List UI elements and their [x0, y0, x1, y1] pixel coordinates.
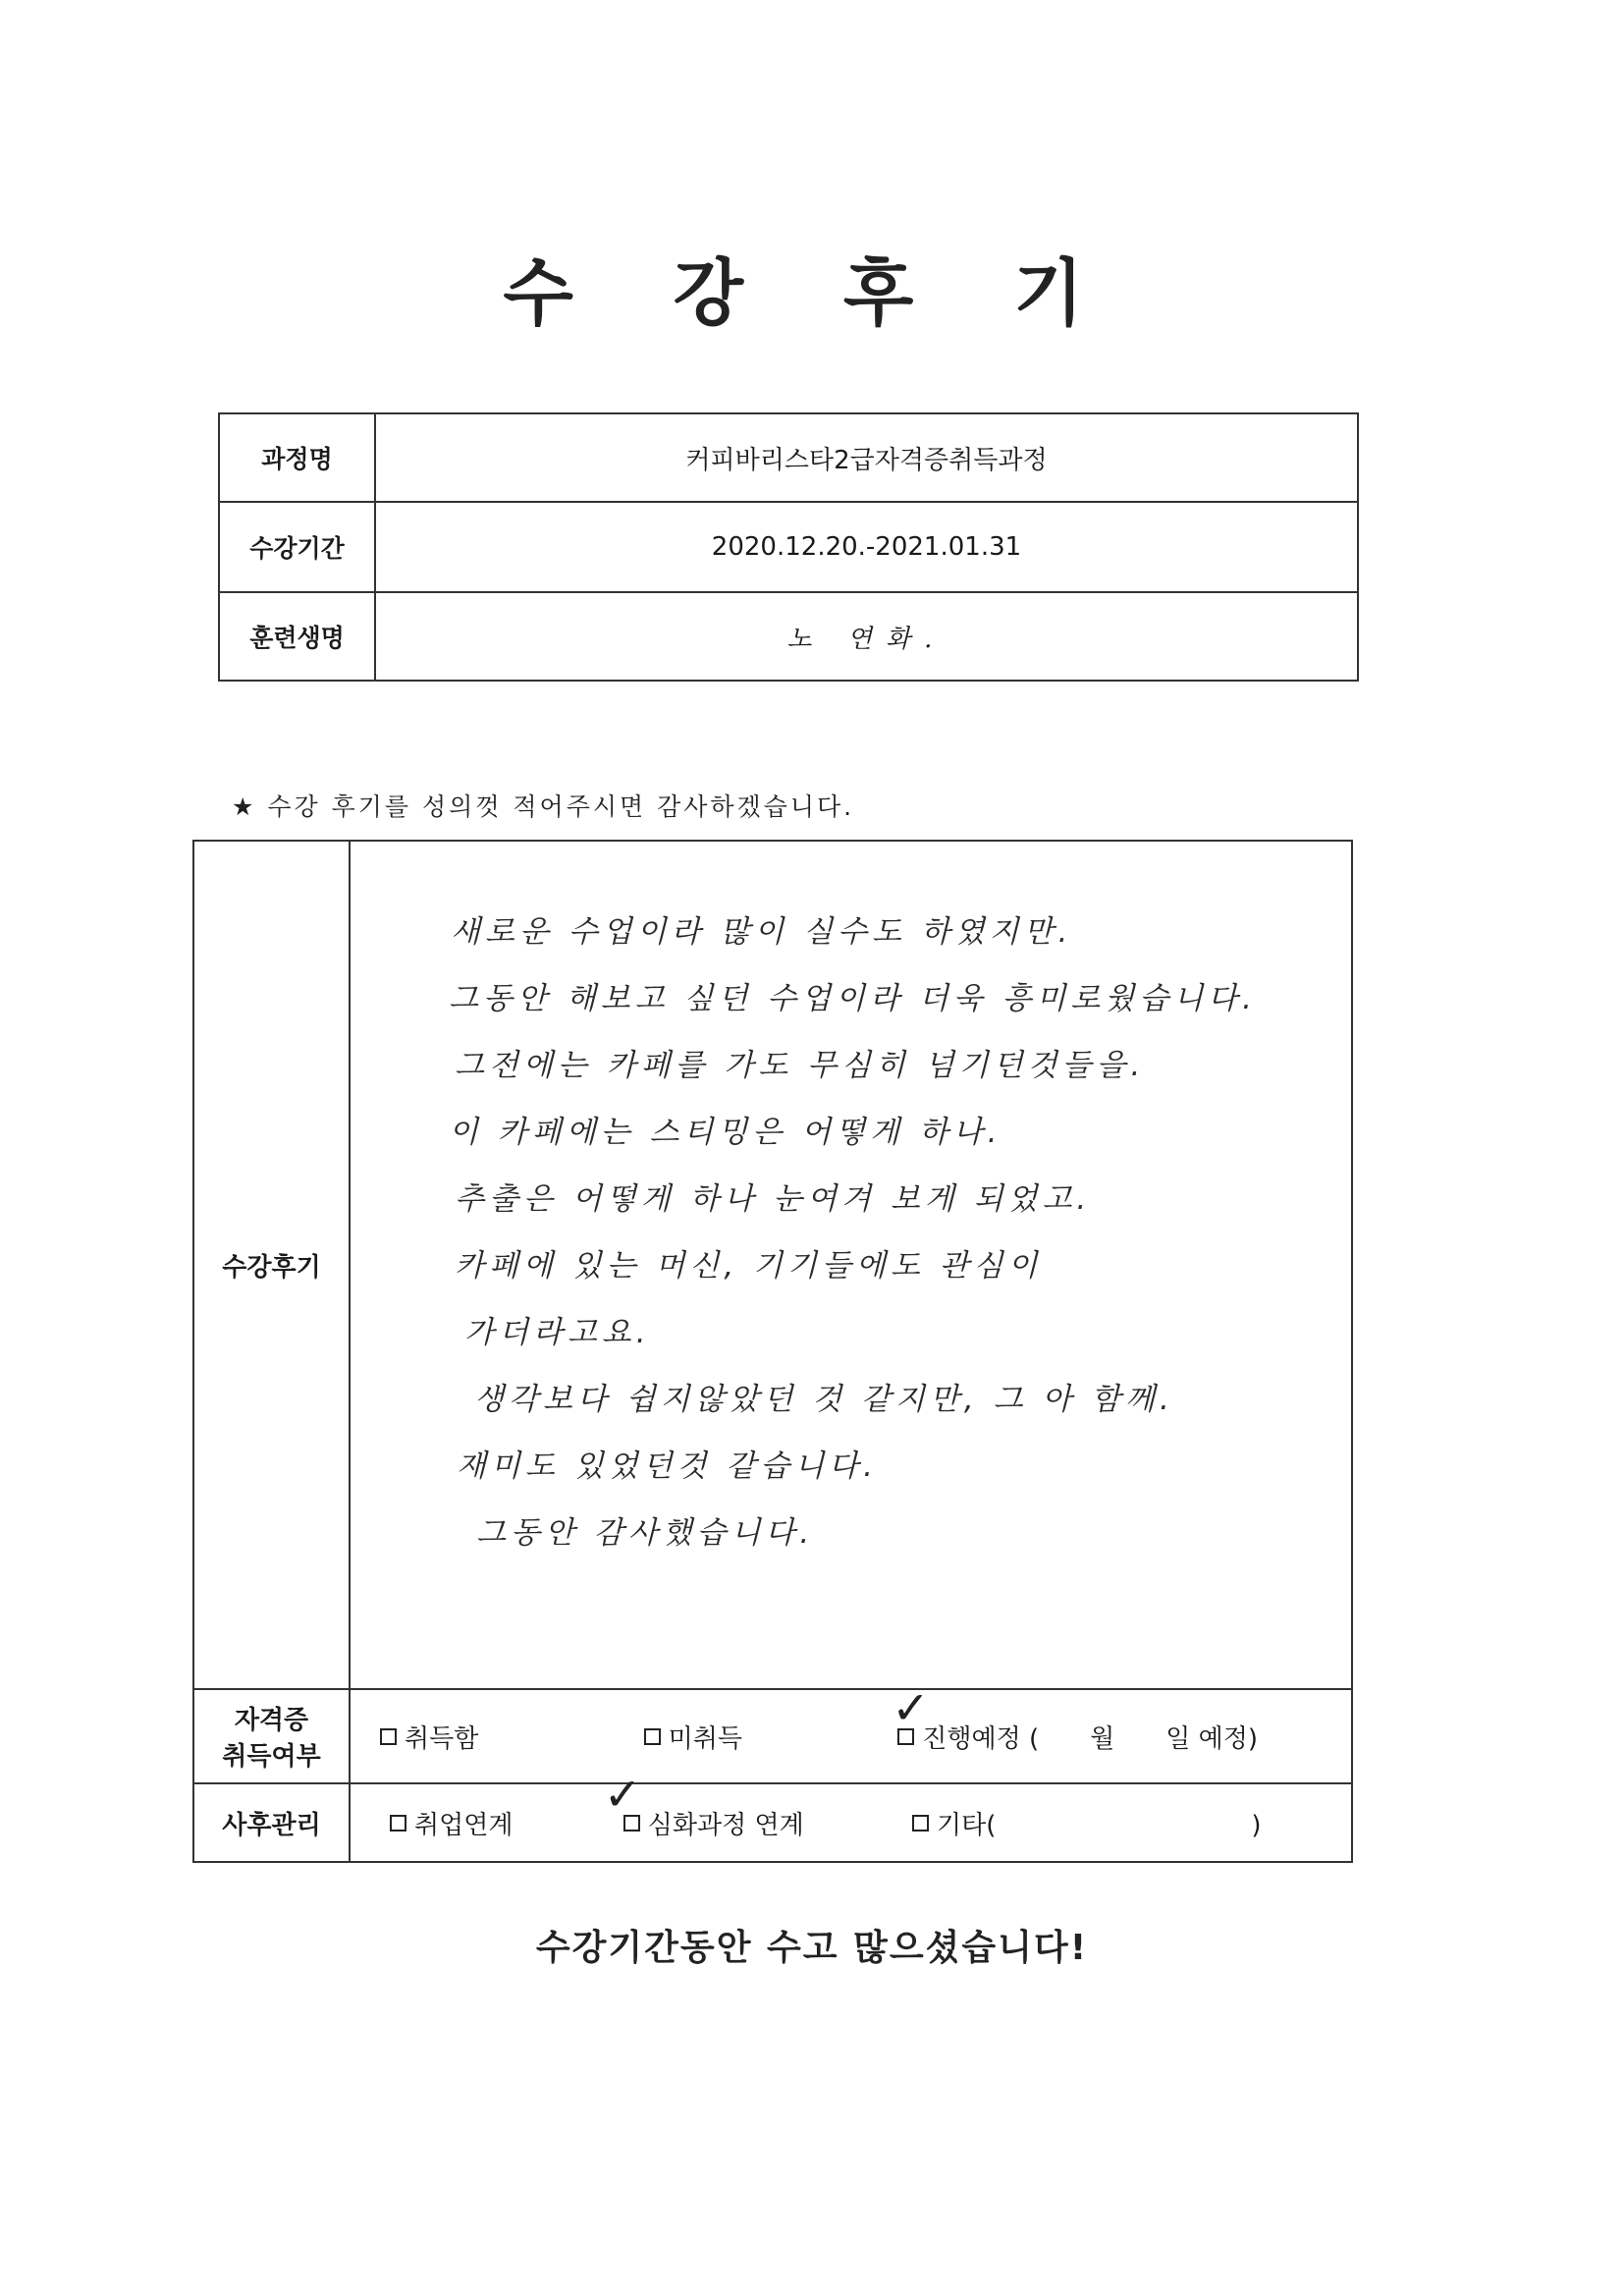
certification-row [193, 1689, 1352, 1783]
trainee-value: 노 연화. [375, 592, 1358, 681]
checkbox-icon[interactable] [380, 1728, 397, 1745]
checkbox-icon[interactable] [623, 1815, 640, 1831]
course-value: 커피바리스타2급자격증취득과정 [375, 413, 1358, 502]
review-line: 재미도 있었던것 같습니다. [457, 1449, 878, 1484]
review-line: 그동안 해보고 싶던 수업이라 더욱 흥미로웠습니다. [449, 981, 1257, 1016]
aftercare-option-employment-label: 취업연계 [414, 1810, 514, 1840]
review-line: 그전에는 카페를 가도 무심히 넘기던것들을. [455, 1048, 1146, 1083]
review-line: 추출은 어떻게 하나 눈여겨 보게 되었고. [455, 1181, 1092, 1217]
review-line: 이 카페에는 스티밍은 어떻게 하나. [449, 1115, 1002, 1150]
course-row [219, 413, 1358, 502]
review-body [350, 841, 1352, 1689]
period-row [219, 502, 1358, 592]
cert-option-planned-label: 진행예정 ( 월 일 예정) [922, 1723, 1258, 1754]
checkbox-icon[interactable] [897, 1728, 914, 1745]
cert-option-planned[interactable] [892, 1680, 1258, 1755]
review-line: 그동안 감사했습니다. [476, 1515, 815, 1551]
certification-label-line1: 자격증 [234, 1706, 309, 1735]
aftercare-options [350, 1767, 1352, 1862]
certification-options [350, 1680, 1352, 1783]
closing-message: 수강기간동안 수고 많으셨습니다! [535, 1928, 1089, 1968]
course-label: 과정명 [219, 413, 375, 502]
period-label: 수강기간 [219, 502, 375, 592]
cert-option-acquired-label: 취득함 [405, 1723, 479, 1754]
check-mark-icon: ✓ [892, 1680, 930, 1734]
cert-option-not-acquired-label: 미취득 [668, 1723, 742, 1754]
review-line: 가더라고요. [464, 1315, 651, 1350]
review-label: 수강후기 [193, 841, 350, 1689]
checkbox-icon[interactable] [390, 1815, 406, 1831]
period-value: 2020.12.20.-2021.01.31 [375, 502, 1358, 592]
cert-option-not-acquired[interactable] [644, 1719, 742, 1755]
certification-label [193, 1689, 350, 1783]
aftercare-option-employment[interactable] [390, 1805, 513, 1841]
checkbox-icon[interactable] [912, 1815, 929, 1831]
course-info-table [218, 412, 1359, 682]
review-line: 새로운 수업이라 많이 실수도 하였지만. [451, 914, 1073, 950]
aftercare-option-other-label: 기타( ) [936, 1810, 1262, 1840]
certification-label-line2: 취득여부 [222, 1742, 321, 1772]
trainee-label: 훈련생명 [219, 592, 375, 681]
check-mark-icon: ✓ [603, 1767, 642, 1821]
review-line: 카페에 있는 머신, 기기들에도 관심이 [455, 1248, 1043, 1284]
aftercare-option-advanced[interactable] [603, 1767, 804, 1841]
aftercare-row [193, 1783, 1352, 1862]
aftercare-option-advanced-label: 심화과정 연계 [647, 1810, 804, 1840]
review-line: 생각보다 쉽지않았던 것 같지만, 그 아 함께. [474, 1382, 1174, 1417]
page-title: 수 강 후 기 [503, 251, 1121, 336]
aftercare-option-other[interactable] [912, 1805, 1262, 1841]
checkbox-icon[interactable] [644, 1728, 661, 1745]
cert-option-acquired[interactable] [380, 1719, 478, 1755]
instruction-note: ★ 수강 후기를 성의껏 적어주시면 감사하겠습니다. [232, 793, 855, 821]
review-table [192, 840, 1353, 1863]
review-row [193, 841, 1352, 1689]
trainee-row [219, 592, 1358, 681]
aftercare-label: 사후관리 [193, 1783, 350, 1862]
